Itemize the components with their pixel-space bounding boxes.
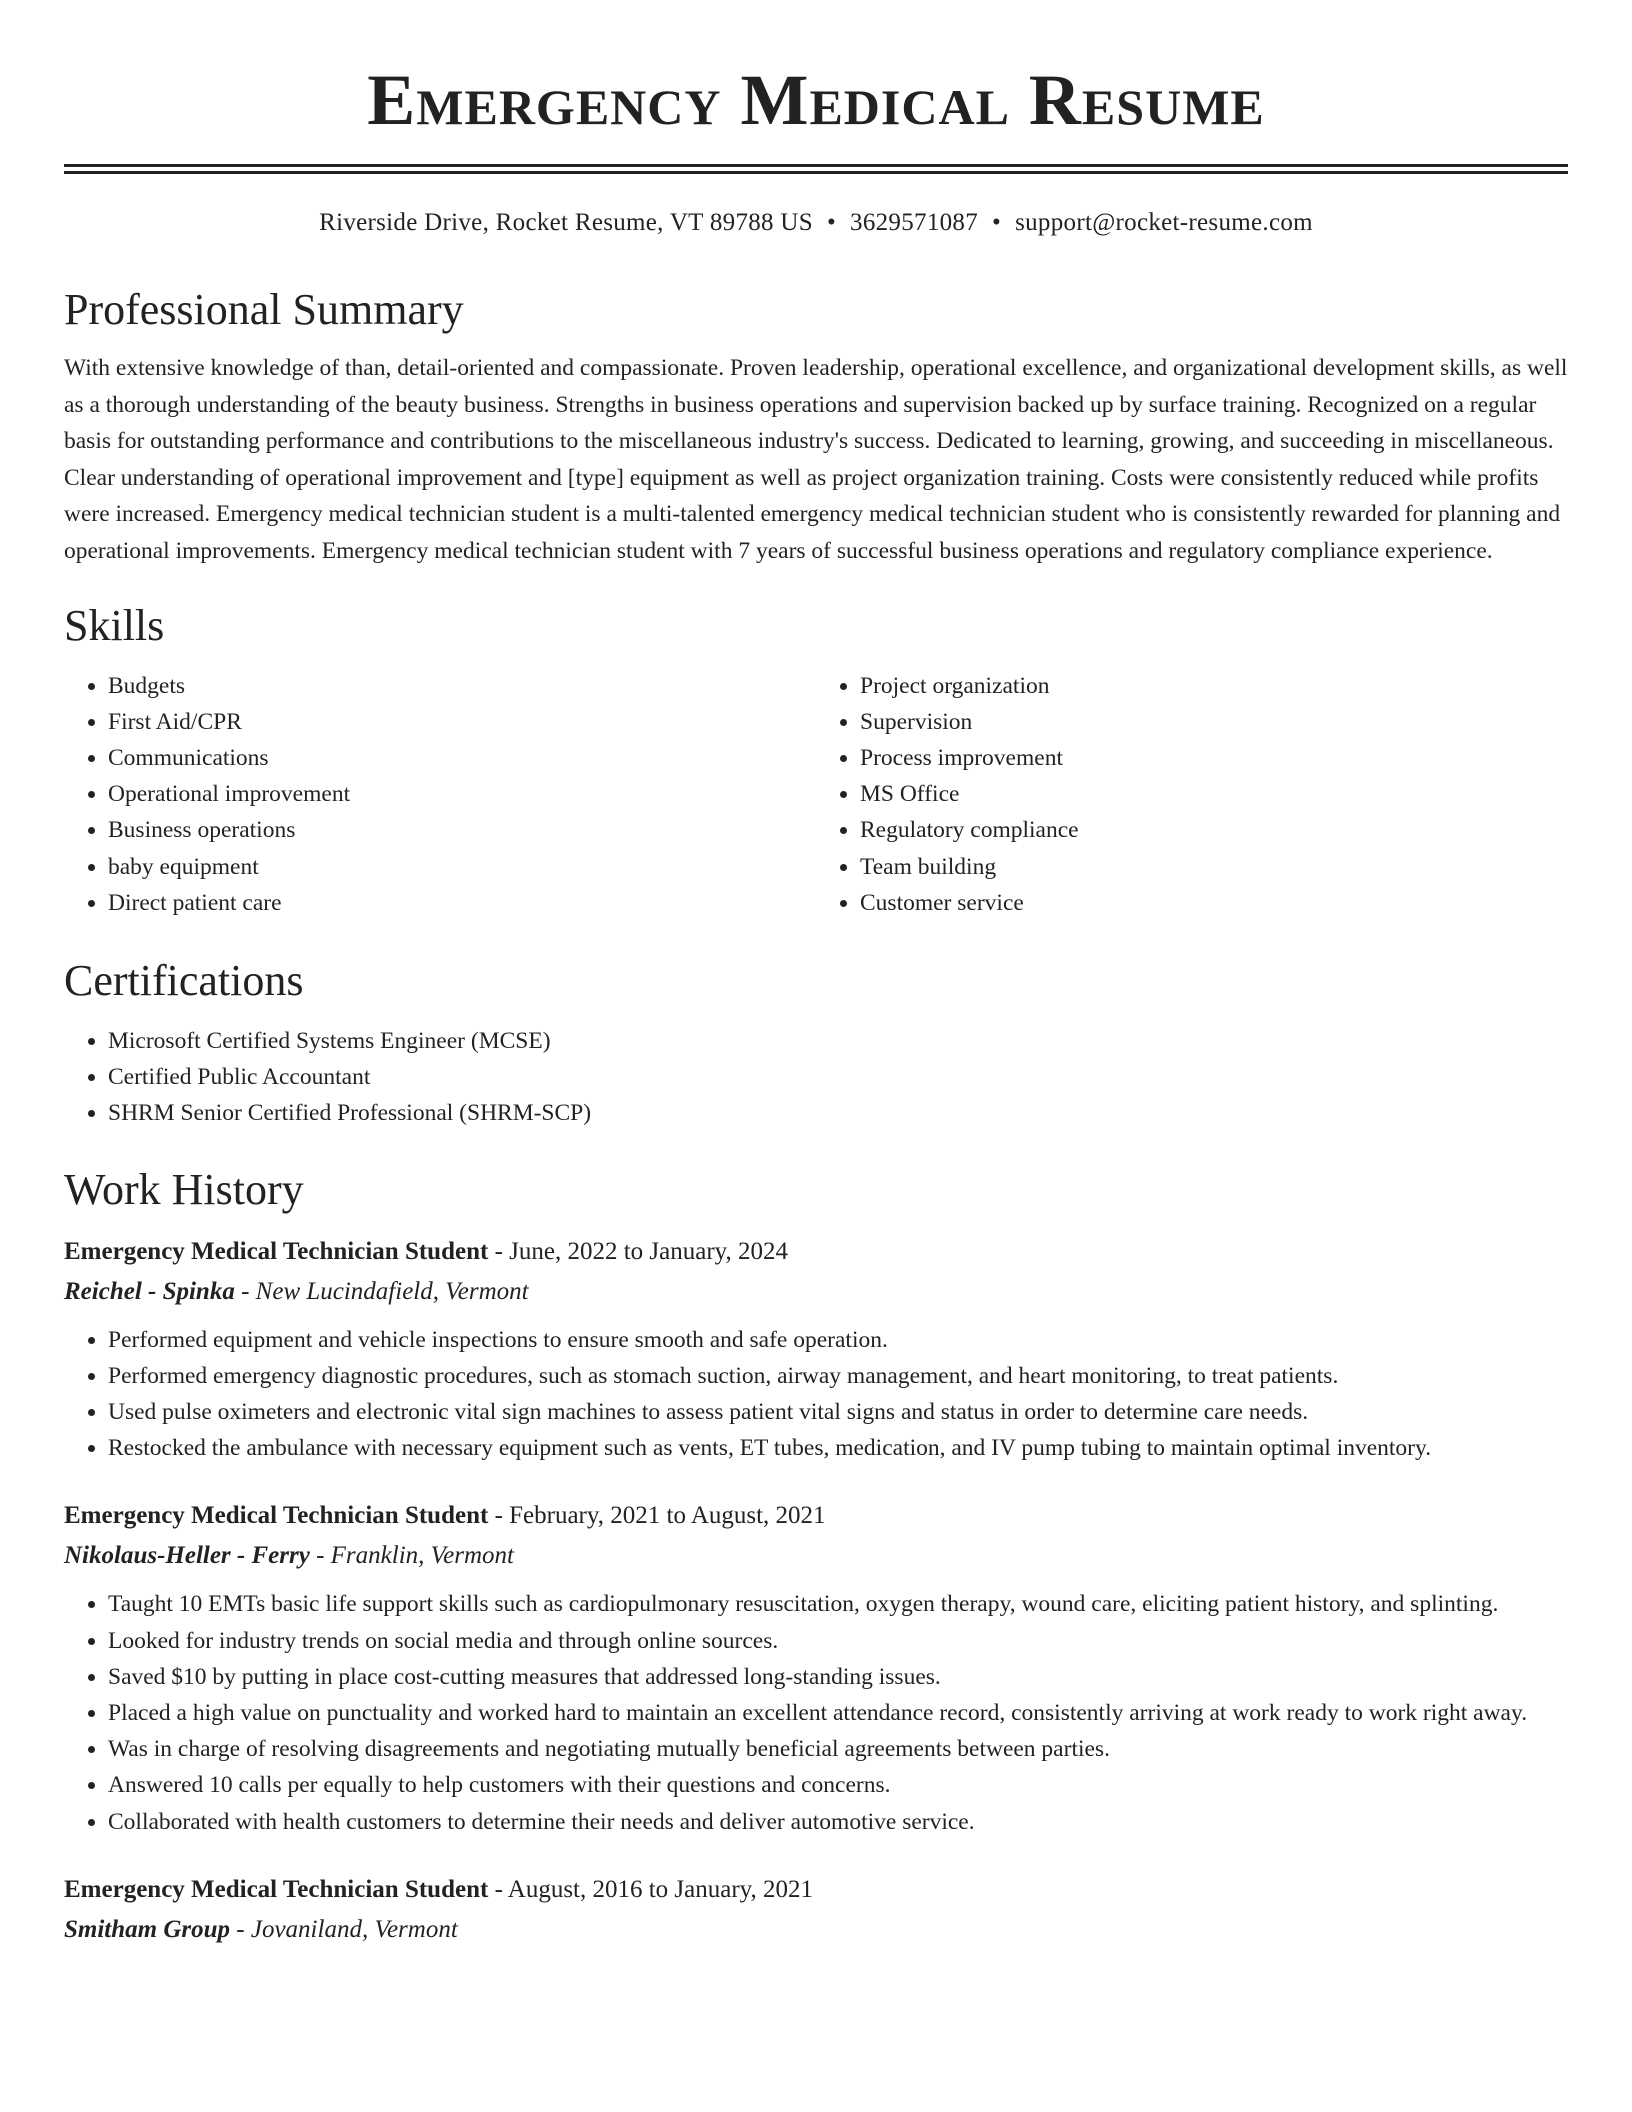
- skills-columns: [64, 668, 1568, 921]
- contact-separator: •: [992, 209, 1002, 236]
- skill-item: • Communications: [108, 740, 816, 776]
- skill-item: • MS Office: [860, 776, 1568, 812]
- skill-item: • Operational improvement: [108, 776, 816, 812]
- skills-heading: Skills: [64, 600, 165, 650]
- certification-item: • SHRM Senior Certified Professional (SHRM-SCP): [108, 1095, 1568, 1131]
- skill-item: • Business operations: [108, 812, 816, 848]
- title-double-rule: [64, 164, 1568, 174]
- job-title: Emergency Medical Technician Student: [64, 1237, 489, 1265]
- skills-list-left: [64, 668, 816, 921]
- work-history-heading: Work History: [64, 1164, 304, 1214]
- certification-item: • Certified Public Accountant: [108, 1059, 1568, 1095]
- job-location: - New Lucindafield, Vermont: [234, 1277, 529, 1305]
- job-bullet: • Performed emergency diagnostic procedures, such as stomach suction, airway management, and heart monitoring, to treat patients.: [108, 1358, 1568, 1394]
- job-bullet: • Saved $10 by putting in place cost-cutting measures that addressed long-standing issues.: [108, 1659, 1568, 1695]
- job-dates: - February, 2021 to August, 2021: [488, 1502, 826, 1530]
- job-dates: - August, 2016 to January, 2021: [488, 1875, 814, 1903]
- skills-list-right: [816, 668, 1568, 921]
- contact-address: Riverside Drive, Rocket Resume, VT 89788 US: [319, 209, 813, 236]
- job-location: - Franklin, Vermont: [309, 1542, 514, 1570]
- skill-item: • Team building: [860, 849, 1568, 885]
- job-entry: [64, 1500, 1568, 1839]
- job-bullets: [64, 1322, 1568, 1467]
- skill-item: • Direct patient care: [108, 885, 816, 921]
- job-bullet: • Taught 10 EMTs basic life support skills such as cardiopulmonary resuscitation, oxygen therapy, wound care, eliciting patient history, and splinting.: [108, 1586, 1568, 1622]
- resume-title: Emergency Medical Resume: [367, 60, 1265, 140]
- skill-item: • Customer service: [860, 885, 1568, 921]
- job-company: Smitham Group: [64, 1915, 231, 1943]
- job-bullet: • Collaborated with health customers to determine their needs and deliver automotive service.: [108, 1804, 1568, 1840]
- job-bullet: • Restocked the ambulance with necessary equipment such as vents, ET tubes, medication, and IV pump tubing to maintain optimal inventory.: [108, 1430, 1568, 1466]
- skill-item: • Budgets: [108, 668, 816, 704]
- job-title-line: [64, 1236, 1568, 1268]
- contact-phone: 3629571087: [850, 209, 979, 236]
- summary-text: With extensive knowledge of than, detail-oriented and compassionate. Proven leadership, operational excellence, and organizational development skills, as well as a thorough understanding of the beauty business. Strengths in business operations and supervision backed up by surface training. Recognized on a regular basis for outstanding performance and contributions to the miscellaneous industry's success. Dedicated to learning, growing, and succeeding in miscellaneous. Clear understanding of operational improvement and [type] equipment as well as project organization training. Costs were consistently reduced while profits were increased. Emergency medical technician student is a multi-talented emergency medical technician student who is consistently rewarded for planning and operational improvements. Emergency medical technician student with 7 years of successful business operations and regulatory compliance experience.: [64, 355, 1568, 564]
- job-entry: [64, 1874, 1568, 1946]
- skill-item: • First Aid/CPR: [108, 704, 816, 740]
- skill-item: • Project organization: [860, 668, 1568, 704]
- job-bullet: • Was in charge of resolving disagreements and negotiating mutually beneficial agreements between parties.: [108, 1731, 1568, 1767]
- job-bullet: • Answered 10 calls per equally to help customers with their questions and concerns.: [108, 1767, 1568, 1803]
- certification-item: • Microsoft Certified Systems Engineer (MCSE): [108, 1023, 1568, 1059]
- job-title-line: [64, 1874, 1568, 1906]
- job-bullet: • Placed a high value on punctuality and worked hard to maintain an excellent attendance record, consistently arriving at work ready to work right away.: [108, 1695, 1568, 1731]
- summary-heading: Professional Summary: [64, 285, 464, 334]
- job-company-line: [64, 1276, 1568, 1308]
- job-title: Emergency Medical Technician Student: [64, 1875, 489, 1903]
- job-dates: - June, 2022 to January, 2024: [488, 1237, 789, 1265]
- job-company-line: [64, 1540, 1568, 1572]
- job-bullets: [64, 1586, 1568, 1839]
- contact-line: [64, 208, 1568, 238]
- job-bullet: • Performed equipment and vehicle inspections to ensure smooth and safe operation.: [108, 1322, 1568, 1358]
- job-entry: [64, 1236, 1568, 1467]
- contact-email: support@rocket-resume.com: [1015, 209, 1313, 236]
- skill-item: • Supervision: [860, 704, 1568, 740]
- certifications-heading: Certifications: [64, 955, 304, 1005]
- job-company-line: [64, 1914, 1568, 1946]
- job-company: Reichel - Spinka: [64, 1277, 235, 1305]
- job-location: - Jovaniland, Vermont: [230, 1915, 458, 1943]
- job-bullet: • Looked for industry trends on social media and through online sources.: [108, 1623, 1568, 1659]
- skill-item: • baby equipment: [108, 849, 816, 885]
- job-title-line: [64, 1500, 1568, 1532]
- certifications-list: [64, 1023, 1568, 1132]
- contact-separator: •: [826, 209, 837, 236]
- job-bullet: • Used pulse oximeters and electronic vital sign machines to assess patient vital signs and status in order to determine care needs.: [108, 1394, 1568, 1430]
- skill-item: • Process improvement: [860, 740, 1568, 776]
- job-title: Emergency Medical Technician Student: [64, 1502, 489, 1530]
- skill-item: • Regulatory compliance: [860, 812, 1568, 848]
- job-company: Nikolaus-Heller - Ferry: [64, 1542, 310, 1570]
